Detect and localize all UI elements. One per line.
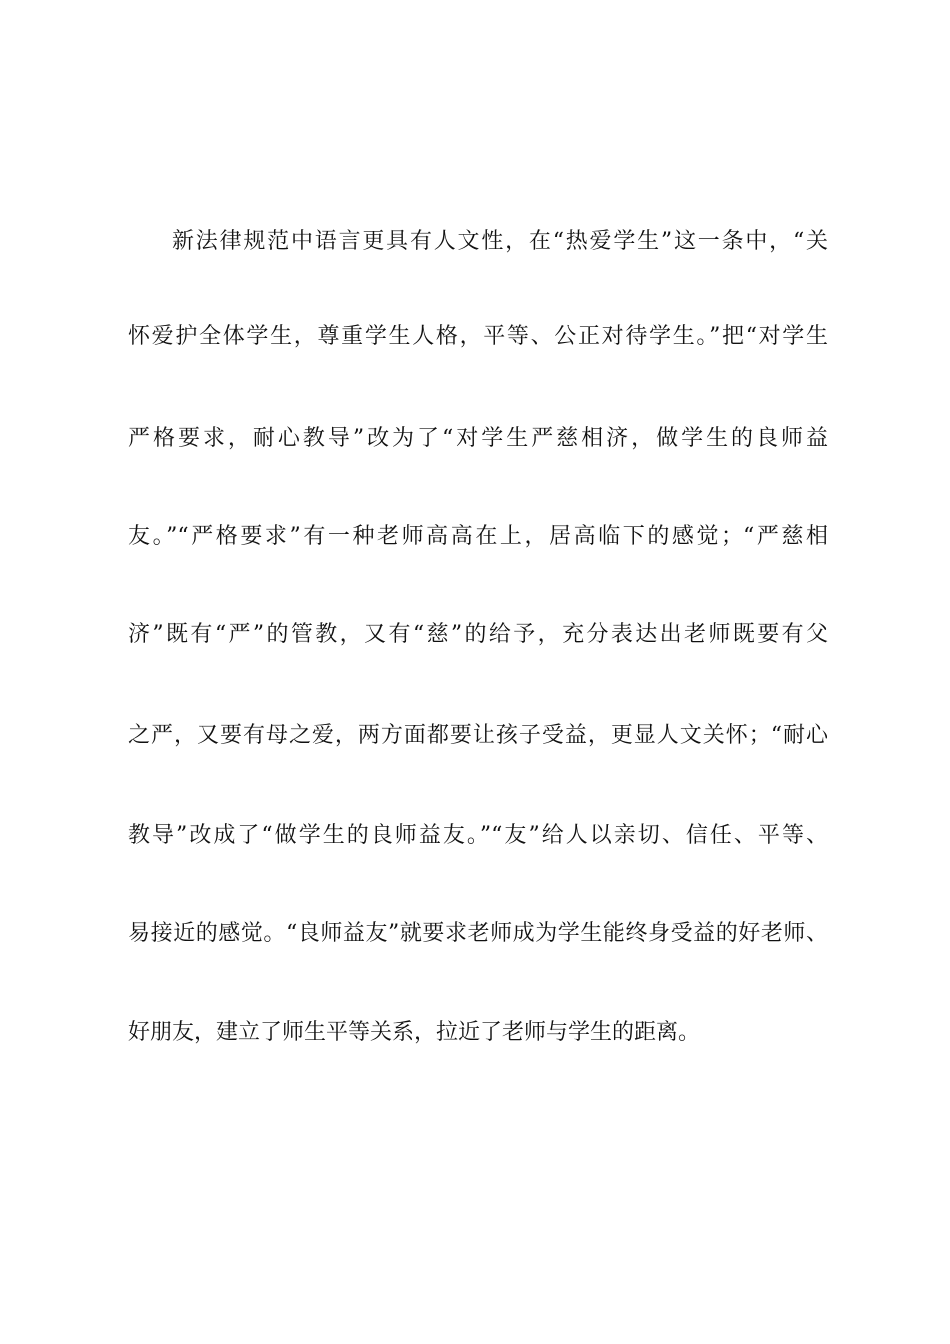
paragraph-line-2: 怀爱护全体学生，尊重学生人格，平等、公正对待学生。”把“对学生: [128, 324, 828, 349]
paragraph-line-8: 易接近的感觉。“良师益友”就要求老师成为学生能终身受益的好老师、: [128, 921, 828, 946]
paragraph-line-9: 好朋友，建立了师生平等关系，拉近了老师与学生的距离。: [128, 1020, 701, 1045]
paragraph-line-5: 济”既有“严”的管教，又有“慈”的给予，充分表达出老师既要有父: [128, 622, 828, 647]
paragraph-line-7: 教导”改成了“做学生的良师益友。”“友”给人以亲切、信任、平等、: [128, 823, 828, 848]
paragraph-line-4: 友。”“严格要求”有一种老师高高在上，居高临下的感觉；“严慈相: [128, 524, 828, 549]
paragraph-line-6: 之严，又要有母之爱，两方面都要让孩子受益，更显人文关怀；“耐心: [128, 723, 828, 748]
paragraph-line-3: 严格要求，耐心教导”改为了“对学生严慈相济，做学生的良师益: [128, 426, 828, 451]
paragraph-line-1: 新法律规范中语言更具有人文性，在“热爱学生”这一条中，“关: [172, 229, 828, 254]
